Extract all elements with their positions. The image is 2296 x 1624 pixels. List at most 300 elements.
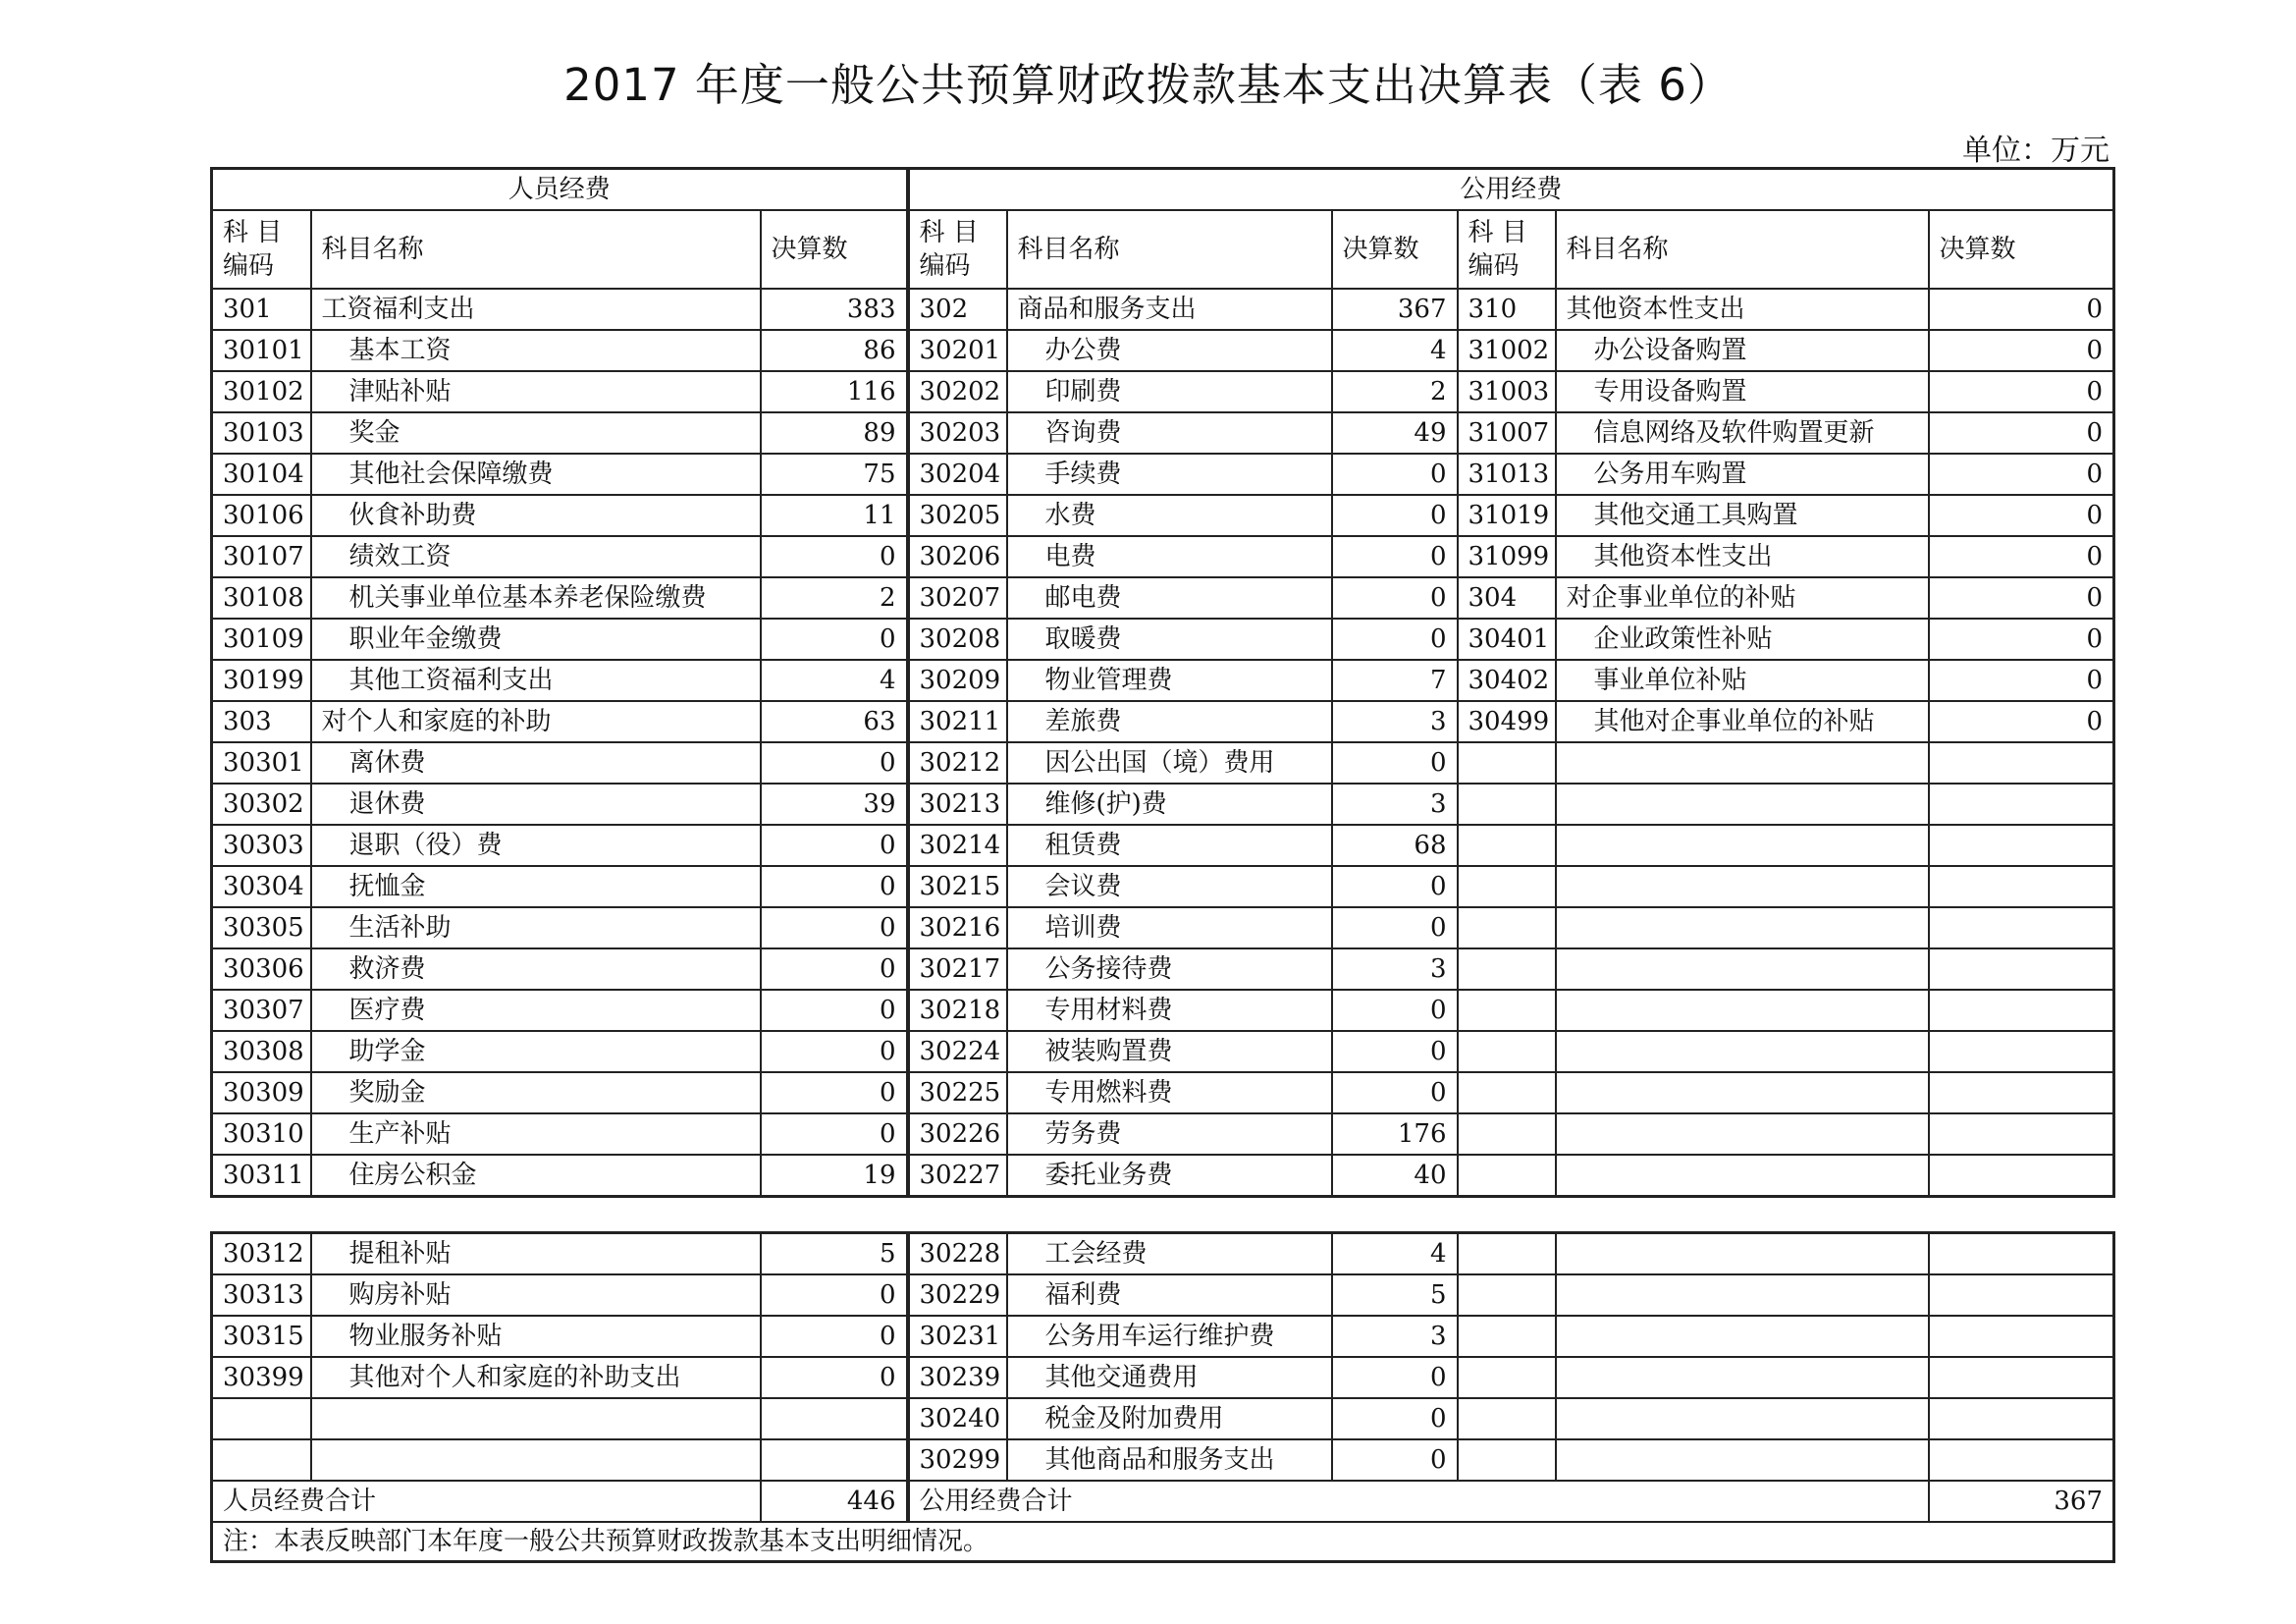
amount-value: 0 xyxy=(1929,660,2114,701)
account-name: 物业管理费 xyxy=(1007,660,1332,701)
amount-value xyxy=(1929,948,2114,990)
account-code: 30299 xyxy=(908,1439,1007,1481)
table-row xyxy=(212,660,2114,701)
amount-value xyxy=(1929,1072,2114,1113)
account-code xyxy=(1458,948,1556,990)
table-row xyxy=(212,577,2114,619)
personnel-total-label: 人员经费合计 xyxy=(212,1481,761,1522)
account-code: 30239 xyxy=(908,1357,1007,1398)
account-name: 对企事业单位的补贴 xyxy=(1556,577,1929,619)
amount-value xyxy=(1929,1233,2114,1275)
account-name: 取暖费 xyxy=(1007,619,1332,660)
account-name: 劳务费 xyxy=(1007,1113,1332,1155)
account-code: 30305 xyxy=(212,907,311,948)
account-name: 基本工资 xyxy=(311,330,761,371)
account-name xyxy=(1556,742,1929,784)
amount-value: 68 xyxy=(1332,825,1458,866)
account-name xyxy=(1556,866,1929,907)
header-name: 科目名称 xyxy=(1556,210,1929,289)
account-code: 30107 xyxy=(212,536,311,577)
account-code: 31007 xyxy=(1458,412,1556,454)
account-code: 30205 xyxy=(908,495,1007,536)
account-name: 专用燃料费 xyxy=(1007,1072,1332,1113)
account-name: 退休费 xyxy=(311,784,761,825)
account-name: 企业政策性补贴 xyxy=(1556,619,1929,660)
amount-value: 5 xyxy=(1332,1274,1458,1316)
header-amount: 决算数 xyxy=(1929,210,2114,289)
table-row xyxy=(212,742,2114,784)
account-name xyxy=(311,1439,761,1481)
account-code xyxy=(1458,1233,1556,1275)
amount-value: 0 xyxy=(1929,454,2114,495)
amount-value: 0 xyxy=(1929,619,2114,660)
expenditure-table-continued xyxy=(210,1231,2115,1563)
amount-value: 86 xyxy=(761,330,908,371)
amount-value: 0 xyxy=(761,990,908,1031)
account-code: 30401 xyxy=(1458,619,1556,660)
amount-value: 4 xyxy=(761,660,908,701)
account-name: 工会经费 xyxy=(1007,1233,1332,1275)
amount-value: 11 xyxy=(761,495,908,536)
account-code: 30209 xyxy=(908,660,1007,701)
table-row xyxy=(212,371,2114,412)
account-name xyxy=(1556,1357,1929,1398)
account-code xyxy=(212,1398,311,1439)
amount-value xyxy=(761,1398,908,1439)
account-name xyxy=(1556,825,1929,866)
amount-value xyxy=(1929,742,2114,784)
account-code: 303 xyxy=(212,701,311,742)
amount-value xyxy=(1929,784,2114,825)
table-row xyxy=(212,1316,2114,1357)
account-name xyxy=(1556,907,1929,948)
account-name: 机关事业单位基本养老保险缴费 xyxy=(311,577,761,619)
amount-value: 176 xyxy=(1332,1113,1458,1155)
account-name: 会议费 xyxy=(1007,866,1332,907)
account-name: 津贴补贴 xyxy=(311,371,761,412)
account-code: 30227 xyxy=(908,1155,1007,1197)
account-code: 31013 xyxy=(1458,454,1556,495)
account-code: 30301 xyxy=(212,742,311,784)
amount-value: 3 xyxy=(1332,1316,1458,1357)
account-name: 印刷费 xyxy=(1007,371,1332,412)
header-code: 科 目 编码 xyxy=(1458,210,1556,289)
account-code: 30206 xyxy=(908,536,1007,577)
account-code xyxy=(1458,1398,1556,1439)
account-code xyxy=(1458,742,1556,784)
amount-value: 0 xyxy=(1332,577,1458,619)
amount-value: 39 xyxy=(761,784,908,825)
amount-value: 3 xyxy=(1332,948,1458,990)
account-name: 退职（役）费 xyxy=(311,825,761,866)
account-code: 31099 xyxy=(1458,536,1556,577)
account-code: 30211 xyxy=(908,701,1007,742)
public-total-value: 367 xyxy=(1929,1481,2114,1522)
amount-value xyxy=(1929,1113,2114,1155)
account-code xyxy=(1458,1113,1556,1155)
account-name: 专用设备购置 xyxy=(1556,371,1929,412)
amount-value: 0 xyxy=(761,907,908,948)
amount-value xyxy=(1929,1357,2114,1398)
amount-value: 0 xyxy=(1332,1398,1458,1439)
table-row xyxy=(212,701,2114,742)
account-code: 30302 xyxy=(212,784,311,825)
account-code: 30214 xyxy=(908,825,1007,866)
account-name: 医疗费 xyxy=(311,990,761,1031)
table-row xyxy=(212,784,2114,825)
amount-value xyxy=(1929,1316,2114,1357)
account-name: 其他工资福利支出 xyxy=(311,660,761,701)
table-row xyxy=(212,825,2114,866)
amount-value: 0 xyxy=(1929,371,2114,412)
amount-value: 367 xyxy=(1332,289,1458,330)
account-name xyxy=(1556,948,1929,990)
table-row xyxy=(212,454,2114,495)
table-row xyxy=(212,866,2114,907)
amount-value: 0 xyxy=(761,866,908,907)
account-name: 抚恤金 xyxy=(311,866,761,907)
account-name: 水费 xyxy=(1007,495,1332,536)
amount-value xyxy=(1929,907,2114,948)
table-row xyxy=(212,495,2114,536)
account-name xyxy=(1556,1113,1929,1155)
account-name: 专用材料费 xyxy=(1007,990,1332,1031)
public-total-label: 公用经费合计 xyxy=(908,1481,1929,1522)
table-row xyxy=(212,619,2114,660)
account-code: 30109 xyxy=(212,619,311,660)
account-code: 30215 xyxy=(908,866,1007,907)
account-name xyxy=(1556,1398,1929,1439)
account-code: 30226 xyxy=(908,1113,1007,1155)
account-code xyxy=(1458,1316,1556,1357)
account-code: 30499 xyxy=(1458,701,1556,742)
account-code xyxy=(1458,907,1556,948)
amount-value: 3 xyxy=(1332,784,1458,825)
account-name: 公务接待费 xyxy=(1007,948,1332,990)
amount-value: 0 xyxy=(1332,1072,1458,1113)
account-code: 30310 xyxy=(212,1113,311,1155)
account-code: 30309 xyxy=(212,1072,311,1113)
account-code: 30307 xyxy=(212,990,311,1031)
personnel-total-value: 446 xyxy=(761,1481,908,1522)
account-code: 30229 xyxy=(908,1274,1007,1316)
amount-value: 0 xyxy=(761,742,908,784)
amount-value: 0 xyxy=(761,1113,908,1155)
account-name: 生产补贴 xyxy=(311,1113,761,1155)
section-header-public: 公用经费 xyxy=(908,169,2114,211)
table-row xyxy=(212,1274,2114,1316)
table-row xyxy=(212,289,2114,330)
account-code xyxy=(1458,1031,1556,1072)
amount-value: 0 xyxy=(1332,990,1458,1031)
amount-value: 0 xyxy=(1929,330,2114,371)
amount-value: 40 xyxy=(1332,1155,1458,1197)
account-code: 30399 xyxy=(212,1357,311,1398)
account-name: 绩效工资 xyxy=(311,536,761,577)
account-code: 30207 xyxy=(908,577,1007,619)
account-code: 30108 xyxy=(212,577,311,619)
header-amount: 决算数 xyxy=(1332,210,1458,289)
amount-value xyxy=(761,1439,908,1481)
amount-value: 63 xyxy=(761,701,908,742)
account-name xyxy=(1556,1316,1929,1357)
account-name: 职业年金缴费 xyxy=(311,619,761,660)
account-code: 30208 xyxy=(908,619,1007,660)
account-name: 其他交通工具购置 xyxy=(1556,495,1929,536)
account-name: 住房公积金 xyxy=(311,1155,761,1197)
account-code: 30312 xyxy=(212,1233,311,1275)
account-name: 差旅费 xyxy=(1007,701,1332,742)
account-code: 30102 xyxy=(212,371,311,412)
amount-value: 4 xyxy=(1332,1233,1458,1275)
account-name: 维修(护)费 xyxy=(1007,784,1332,825)
account-name: 手续费 xyxy=(1007,454,1332,495)
amount-value: 116 xyxy=(761,371,908,412)
account-code: 31002 xyxy=(1458,330,1556,371)
amount-value: 75 xyxy=(761,454,908,495)
amount-value: 7 xyxy=(1332,660,1458,701)
amount-value: 0 xyxy=(761,619,908,660)
amount-value: 0 xyxy=(761,1357,908,1398)
table-row xyxy=(212,1398,2114,1439)
amount-value: 0 xyxy=(1332,536,1458,577)
account-code: 30306 xyxy=(212,948,311,990)
table-note: 注：本表反映部门本年度一般公共预算财政拨款基本支出明细情况。 xyxy=(212,1522,2114,1562)
table-row xyxy=(212,536,2114,577)
account-name: 离休费 xyxy=(311,742,761,784)
account-name xyxy=(1556,1031,1929,1072)
account-code xyxy=(1458,825,1556,866)
header-amount: 决算数 xyxy=(761,210,908,289)
header-code: 科 目 编码 xyxy=(212,210,311,289)
account-name: 其他对个人和家庭的补助支出 xyxy=(311,1357,761,1398)
header-name: 科目名称 xyxy=(1007,210,1332,289)
amount-value: 0 xyxy=(1332,866,1458,907)
account-name: 购房补贴 xyxy=(311,1274,761,1316)
account-code xyxy=(1458,784,1556,825)
account-code: 31003 xyxy=(1458,371,1556,412)
amount-value xyxy=(1929,1031,2114,1072)
account-name xyxy=(1556,1439,1929,1481)
account-name xyxy=(1556,1155,1929,1197)
amount-value: 0 xyxy=(761,536,908,577)
amount-value: 2 xyxy=(761,577,908,619)
account-name: 其他交通费用 xyxy=(1007,1357,1332,1398)
table-row xyxy=(212,1155,2114,1197)
amount-value: 0 xyxy=(761,1031,908,1072)
account-name: 公务用车购置 xyxy=(1556,454,1929,495)
account-name xyxy=(1556,1274,1929,1316)
account-code: 30217 xyxy=(908,948,1007,990)
amount-value: 0 xyxy=(1929,701,2114,742)
account-code: 30224 xyxy=(908,1031,1007,1072)
amount-value: 0 xyxy=(1929,495,2114,536)
amount-value: 0 xyxy=(1929,412,2114,454)
amount-value: 0 xyxy=(1332,1357,1458,1398)
amount-value: 0 xyxy=(761,1274,908,1316)
account-name: 商品和服务支出 xyxy=(1007,289,1332,330)
account-name: 其他对企事业单位的补贴 xyxy=(1556,701,1929,742)
amount-value xyxy=(1929,1155,2114,1197)
unit-label: 单位：万元 xyxy=(1962,134,2109,168)
account-name xyxy=(311,1398,761,1439)
account-name: 咨询费 xyxy=(1007,412,1332,454)
account-code: 30313 xyxy=(212,1274,311,1316)
table-row xyxy=(212,1439,2114,1481)
amount-value: 49 xyxy=(1332,412,1458,454)
account-code: 30213 xyxy=(908,784,1007,825)
amount-value xyxy=(1929,866,2114,907)
account-name: 救济费 xyxy=(311,948,761,990)
account-code: 304 xyxy=(1458,577,1556,619)
account-code: 30218 xyxy=(908,990,1007,1031)
amount-value: 0 xyxy=(761,1316,908,1357)
account-code: 30199 xyxy=(212,660,311,701)
amount-value: 2 xyxy=(1332,371,1458,412)
account-name: 其他资本性支出 xyxy=(1556,536,1929,577)
account-code: 302 xyxy=(908,289,1007,330)
table-row xyxy=(212,1072,2114,1113)
table-row xyxy=(212,1031,2114,1072)
account-name: 物业服务补贴 xyxy=(311,1316,761,1357)
account-name: 邮电费 xyxy=(1007,577,1332,619)
account-code xyxy=(1458,1357,1556,1398)
amount-value: 89 xyxy=(761,412,908,454)
account-code xyxy=(1458,1439,1556,1481)
account-name: 办公费 xyxy=(1007,330,1332,371)
amount-value: 0 xyxy=(1332,454,1458,495)
account-name xyxy=(1556,990,1929,1031)
amount-value: 0 xyxy=(1929,577,2114,619)
amount-value: 0 xyxy=(1332,1439,1458,1481)
account-name: 税金及附加费用 xyxy=(1007,1398,1332,1439)
amount-value: 4 xyxy=(1332,330,1458,371)
account-code: 30303 xyxy=(212,825,311,866)
header-code: 科 目 编码 xyxy=(908,210,1007,289)
amount-value: 0 xyxy=(761,1072,908,1113)
amount-value: 5 xyxy=(761,1233,908,1275)
account-code xyxy=(1458,1155,1556,1197)
account-code: 30202 xyxy=(908,371,1007,412)
table-row xyxy=(212,990,2114,1031)
amount-value: 383 xyxy=(761,289,908,330)
account-code: 30101 xyxy=(212,330,311,371)
account-code: 30315 xyxy=(212,1316,311,1357)
amount-value xyxy=(1929,1439,2114,1481)
section-header-personnel: 人员经费 xyxy=(212,169,908,211)
account-name: 被装购置费 xyxy=(1007,1031,1332,1072)
amount-value: 3 xyxy=(1332,701,1458,742)
amount-value xyxy=(1929,1398,2114,1439)
account-name: 福利费 xyxy=(1007,1274,1332,1316)
amount-value: 19 xyxy=(761,1155,908,1197)
amount-value: 0 xyxy=(761,948,908,990)
account-code: 30216 xyxy=(908,907,1007,948)
account-code xyxy=(1458,1072,1556,1113)
account-name: 其他商品和服务支出 xyxy=(1007,1439,1332,1481)
account-code: 30228 xyxy=(908,1233,1007,1275)
account-code: 30308 xyxy=(212,1031,311,1072)
account-name: 事业单位补贴 xyxy=(1556,660,1929,701)
account-code: 30103 xyxy=(212,412,311,454)
page-title: 2017 年度一般公共预算财政拨款基本支出决算表（表 6） xyxy=(563,59,1733,111)
account-name: 对个人和家庭的补助 xyxy=(311,701,761,742)
account-code: 301 xyxy=(212,289,311,330)
table-row xyxy=(212,1113,2114,1155)
account-code xyxy=(1458,866,1556,907)
account-name: 奖金 xyxy=(311,412,761,454)
amount-value xyxy=(1929,990,2114,1031)
account-name xyxy=(1556,1233,1929,1275)
account-name: 工资福利支出 xyxy=(311,289,761,330)
amount-value xyxy=(1929,825,2114,866)
amount-value: 0 xyxy=(1332,742,1458,784)
expenditure-table-main xyxy=(210,167,2115,1198)
account-name: 租赁费 xyxy=(1007,825,1332,866)
account-name: 办公设备购置 xyxy=(1556,330,1929,371)
account-name: 助学金 xyxy=(311,1031,761,1072)
account-code: 30106 xyxy=(212,495,311,536)
account-name: 电费 xyxy=(1007,536,1332,577)
account-code: 30311 xyxy=(212,1155,311,1197)
account-code: 30240 xyxy=(908,1398,1007,1439)
amount-value: 0 xyxy=(1332,907,1458,948)
account-name: 伙食补助费 xyxy=(311,495,761,536)
account-code: 30201 xyxy=(908,330,1007,371)
account-name: 提租补贴 xyxy=(311,1233,761,1275)
account-name: 生活补助 xyxy=(311,907,761,948)
amount-value: 0 xyxy=(1929,289,2114,330)
amount-value: 0 xyxy=(1332,495,1458,536)
account-name xyxy=(1556,784,1929,825)
header-name: 科目名称 xyxy=(311,210,761,289)
account-name: 委托业务费 xyxy=(1007,1155,1332,1197)
amount-value xyxy=(1929,1274,2114,1316)
amount-value: 0 xyxy=(1332,619,1458,660)
account-code: 30104 xyxy=(212,454,311,495)
account-name: 因公出国（境）费用 xyxy=(1007,742,1332,784)
account-name: 其他资本性支出 xyxy=(1556,289,1929,330)
table-row xyxy=(212,948,2114,990)
table-row xyxy=(212,907,2114,948)
account-code: 30225 xyxy=(908,1072,1007,1113)
account-name: 其他社会保障缴费 xyxy=(311,454,761,495)
table-row xyxy=(212,412,2114,454)
account-code: 30212 xyxy=(908,742,1007,784)
account-code: 310 xyxy=(1458,289,1556,330)
account-name: 信息网络及软件购置更新 xyxy=(1556,412,1929,454)
amount-value: 0 xyxy=(761,825,908,866)
account-code: 31019 xyxy=(1458,495,1556,536)
account-name xyxy=(1556,1072,1929,1113)
amount-value: 0 xyxy=(1929,536,2114,577)
account-name: 奖励金 xyxy=(311,1072,761,1113)
account-code xyxy=(1458,1274,1556,1316)
table-row xyxy=(212,1233,2114,1275)
account-code xyxy=(1458,990,1556,1031)
account-code: 30231 xyxy=(908,1316,1007,1357)
amount-value: 0 xyxy=(1332,1031,1458,1072)
account-code: 30203 xyxy=(908,412,1007,454)
account-code: 30304 xyxy=(212,866,311,907)
account-code xyxy=(212,1439,311,1481)
table-row xyxy=(212,1357,2114,1398)
account-code: 30402 xyxy=(1458,660,1556,701)
table-row xyxy=(212,330,2114,371)
account-code: 30204 xyxy=(908,454,1007,495)
account-name: 培训费 xyxy=(1007,907,1332,948)
account-name: 公务用车运行维护费 xyxy=(1007,1316,1332,1357)
